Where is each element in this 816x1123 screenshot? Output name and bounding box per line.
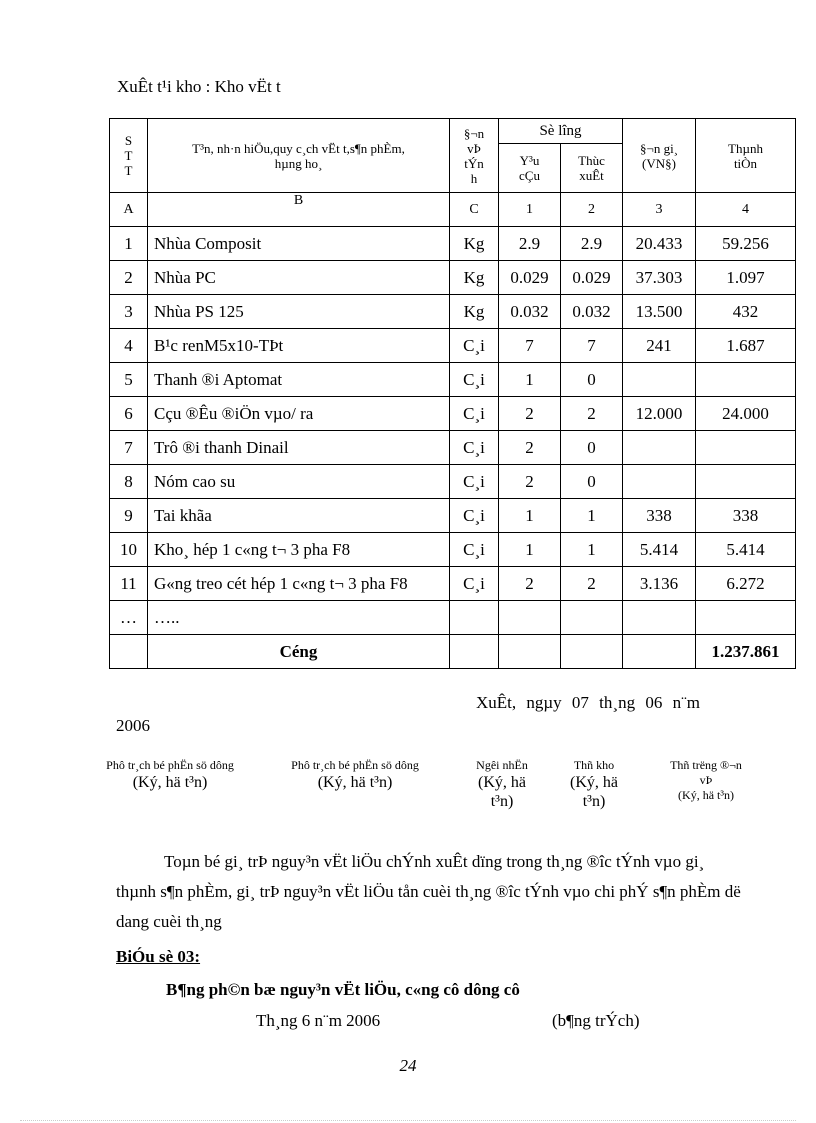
cell-actual: 0: [561, 465, 623, 499]
cell-required: 1: [499, 363, 561, 397]
cell-unit: Kg: [450, 227, 499, 261]
cell-required: 2: [499, 465, 561, 499]
table-row: [110, 499, 796, 533]
cell-unit: [450, 601, 499, 635]
header-required: Y³u cÇu: [499, 144, 561, 193]
signature-role: Phô tr¸ch bé phËn sö dông: [106, 758, 234, 772]
cell-amount: [696, 431, 796, 465]
signature-note: (Ký, hä t³n): [317, 774, 393, 791]
cell-amount: 59.256: [696, 227, 796, 261]
reference-label: BiÓu sè 03:: [116, 947, 201, 966]
cell-amount: [696, 363, 796, 397]
cell-unit: C¸i: [450, 431, 499, 465]
letter-cell: 1: [499, 193, 561, 227]
cell-name: Thanh ®i Aptomat: [148, 363, 450, 397]
header-unit: §¬n vÞ tÝn h: [450, 119, 499, 193]
cell-stt: 1: [110, 227, 148, 261]
cell-unit: C¸i: [450, 363, 499, 397]
cell-price: [623, 465, 696, 499]
signature-block: [92, 758, 248, 792]
cell-required: 2: [499, 431, 561, 465]
cell-actual: 0.032: [561, 295, 623, 329]
cell-required: 0.029: [499, 261, 561, 295]
cell-unit: C¸i: [450, 329, 499, 363]
cell-unit: C¸i: [450, 465, 499, 499]
table-row: [110, 261, 796, 295]
cell-unit: C¸i: [450, 533, 499, 567]
cell-actual: 0.029: [561, 261, 623, 295]
cell-amount: 338: [696, 499, 796, 533]
cell-name: Nhùa PC: [148, 261, 450, 295]
month-line: Th¸ng 6 n¨m 2006: [256, 1011, 381, 1030]
cell-amount: 6.272: [696, 567, 796, 601]
signature-block: [462, 758, 542, 811]
cell-required: 2.9: [499, 227, 561, 261]
letter-cell: 2: [561, 193, 623, 227]
cell-stt: 8: [110, 465, 148, 499]
table-row: [110, 431, 796, 465]
letter-cell: C: [450, 193, 499, 227]
cell-stt: 2: [110, 261, 148, 295]
signature-year: 2006: [116, 716, 150, 735]
total-label: Céng: [148, 635, 450, 669]
cell-unit: C¸i: [450, 499, 499, 533]
cell-actual: 2: [561, 567, 623, 601]
cell-stt: 4: [110, 329, 148, 363]
cell-actual: 1: [561, 533, 623, 567]
cell-required: 2: [499, 567, 561, 601]
signature-note: (Ký, hä t³n): [678, 788, 734, 802]
cell-amount: [696, 465, 796, 499]
total-amount: 1.237.861: [696, 635, 796, 669]
cell-stt: 7: [110, 431, 148, 465]
table-row: [110, 567, 796, 601]
cell-price: 3.136: [623, 567, 696, 601]
table-row: [110, 363, 796, 397]
cell-stt: 3: [110, 295, 148, 329]
header-quantity: Sè lîng: [499, 119, 623, 144]
cell-required: 0.032: [499, 295, 561, 329]
cell-name: Nhùa PS 125: [148, 295, 450, 329]
signature-block: [652, 758, 760, 802]
cell-stt: 11: [110, 567, 148, 601]
cell-amount: 1.097: [696, 261, 796, 295]
cell-actual: 7: [561, 329, 623, 363]
signature-role: Thñ trëng ®¬n vÞ: [670, 758, 742, 787]
cell-stt: 10: [110, 533, 148, 567]
table-row: [110, 227, 796, 261]
cell-required: 7: [499, 329, 561, 363]
cell-price: [623, 363, 696, 397]
cell-price: 13.500: [623, 295, 696, 329]
table-row: [110, 465, 796, 499]
cell-stt: 5: [110, 363, 148, 397]
letter-cell: 4: [696, 193, 796, 227]
signature-note: (Ký, hä t³n): [478, 774, 526, 810]
cell-actual: 0: [561, 363, 623, 397]
warehouse-line: XuÊt t¹i kho : Kho vËt t: [117, 77, 281, 96]
signature-block: [272, 758, 438, 792]
cell-name: Cçu ®Êu ®iÖn vµo/ ra: [148, 397, 450, 431]
letter-cell: 3: [623, 193, 696, 227]
signature-role: Phô tr¸ch bé phËn sö dông: [291, 758, 419, 772]
signature-role: Thñ kho: [573, 758, 615, 772]
cell-price: 5.414: [623, 533, 696, 567]
header-price: §¬n gi¸ (VN§): [623, 119, 696, 193]
cell-required: [499, 601, 561, 635]
cell-actual: 0: [561, 431, 623, 465]
cell-stt: 6: [110, 397, 148, 431]
table-row: [110, 601, 796, 635]
body-paragraph: Toµn bé gi¸ trÞ nguy³n vËt liÖu chÝnh xuÊt dïng trong th¸ng ®îc tÝnh vµo gi¸ thµnh s¶n phÈm, gi¸ trÞ nguy³n vËt liÖu tån cuèi th¸ng ®îc tÝnh vµo chi phÝ s¶n phÈm dë dang cuèi th¸ng: [116, 852, 741, 931]
cell-price: [623, 431, 696, 465]
cell-amount: 432: [696, 295, 796, 329]
cell-amount: 24.000: [696, 397, 796, 431]
signature-block: [556, 758, 632, 811]
cell-actual: 2.9: [561, 227, 623, 261]
cell-amount: 5.414: [696, 533, 796, 567]
signature-note: (Ký, hä t³n): [570, 774, 618, 810]
table-row: [110, 295, 796, 329]
cell-unit: C¸i: [450, 567, 499, 601]
cell-unit: C¸i: [450, 397, 499, 431]
cell-amount: [696, 601, 796, 635]
cell-name: B¹c renM5x10-TÞt: [148, 329, 450, 363]
cell-required: 2: [499, 397, 561, 431]
table-row: [110, 397, 796, 431]
cell-name: Trô ®i thanh Dinail: [148, 431, 450, 465]
cell-price: 338: [623, 499, 696, 533]
cell-name: Tai khãa: [148, 499, 450, 533]
cell-stt: …: [110, 601, 148, 635]
signature-role: Ngêi nhËn: [476, 758, 528, 772]
header-amount: Thµnh tiÒn: [696, 119, 796, 193]
page-number: 24: [399, 1056, 417, 1075]
table-row: [110, 329, 796, 363]
bottom-divider: [20, 1120, 796, 1121]
cell-name: …..: [148, 601, 450, 635]
cell-amount: 1.687: [696, 329, 796, 363]
cell-actual: 1: [561, 499, 623, 533]
table-row: [110, 533, 796, 567]
cell-price: [623, 601, 696, 635]
cell-actual: [561, 601, 623, 635]
header-stt: S T T: [110, 119, 148, 193]
signature-note: (Ký, hä t³n): [132, 774, 208, 791]
cell-unit: Kg: [450, 295, 499, 329]
cell-name: Nóm cao su: [148, 465, 450, 499]
signature-date: XuÊt, ngµy 07 th¸ng 06 n¨m: [476, 693, 700, 712]
cell-price: 37.303: [623, 261, 696, 295]
cell-stt: 9: [110, 499, 148, 533]
header-actual: Thùc xuÊt: [561, 144, 623, 193]
cell-unit: Kg: [450, 261, 499, 295]
section-title: B¶ng ph©n bæ nguy³n vËt liÖu, c«ng cô dông cô: [166, 980, 520, 999]
cell-name: G«ng treo cét hép 1 c«ng t¬ 3 pha F8: [148, 567, 450, 601]
excerpt-note: (b¶ng trÝch): [552, 1011, 640, 1030]
cell-name: Kho¸ hép 1 c«ng t¬ 3 pha F8: [148, 533, 450, 567]
issue-table: [109, 118, 796, 669]
header-name: T³n, nh·n hiÖu,quy c¸ch vËt t,s¶n phÈm, hµng ho¸: [148, 119, 450, 193]
cell-required: 1: [499, 533, 561, 567]
letter-cell: A: [110, 193, 148, 227]
cell-required: 1: [499, 499, 561, 533]
cell-actual: 2: [561, 397, 623, 431]
cell-name: Nhùa Composit: [148, 227, 450, 261]
cell-price: 241: [623, 329, 696, 363]
cell-price: 20.433: [623, 227, 696, 261]
cell-price: 12.000: [623, 397, 696, 431]
letter-cell: B: [148, 193, 450, 227]
